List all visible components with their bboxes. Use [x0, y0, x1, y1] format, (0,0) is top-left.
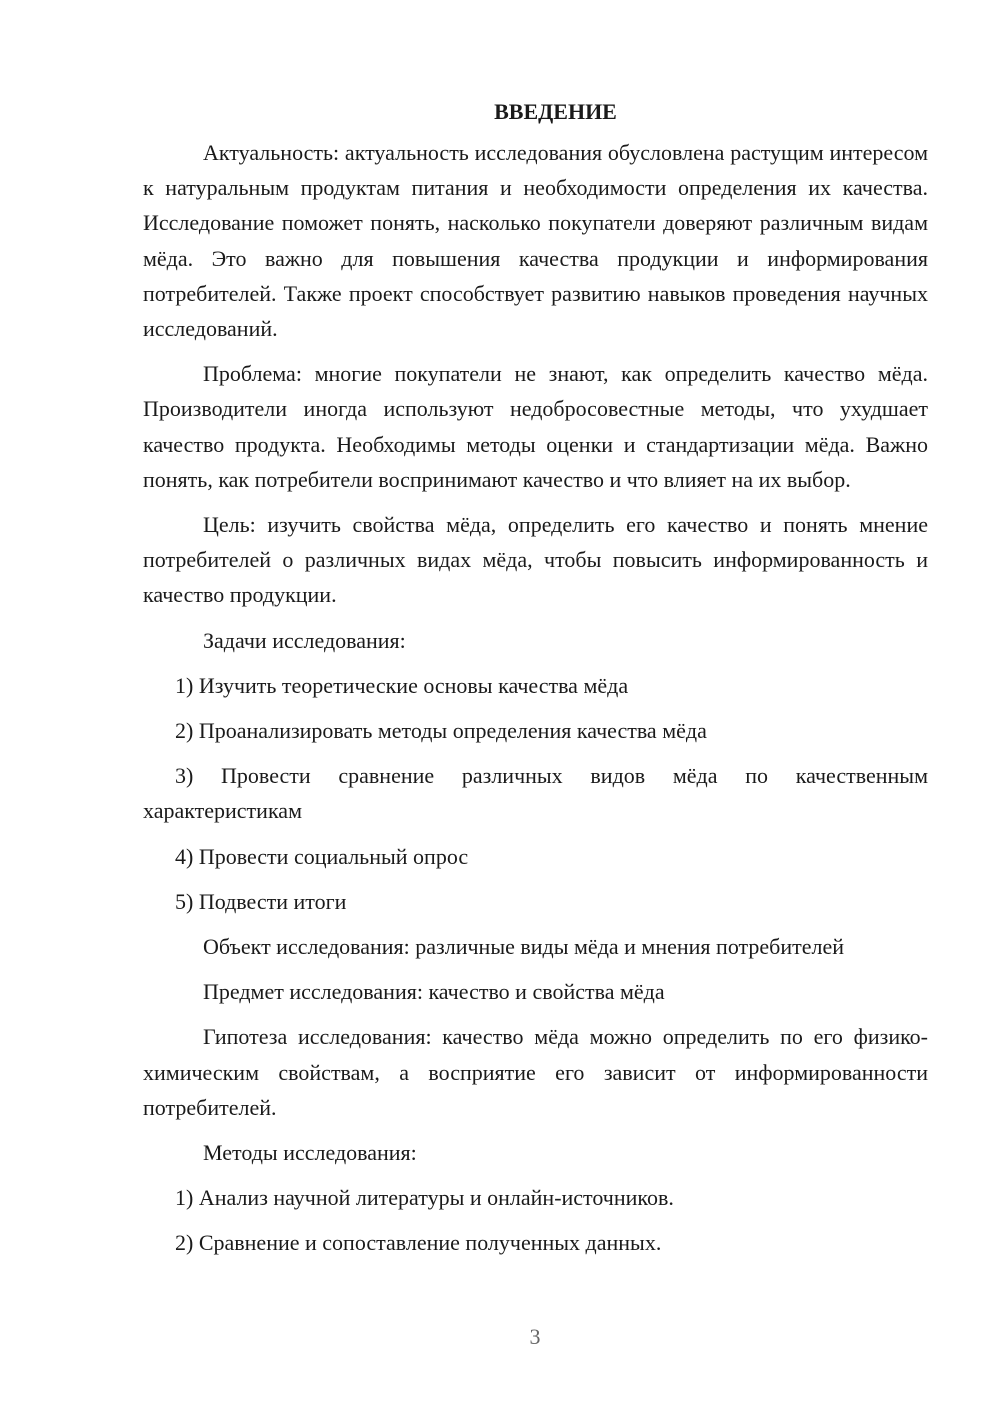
method-item: 1) Анализ научной литературы и онлайн-источников.: [175, 1185, 674, 1211]
goal-paragraph: Цель: изучить свойства мёда, определить его качество и понять мнение потребителей о различных видах мёда, чтобы повысить информированность и качество продукции.: [143, 512, 928, 608]
task-item: 1) Изучить теоретические основы качества мёда: [175, 672, 629, 698]
task-item: 2) Проанализировать методы определения качества мёда: [175, 718, 707, 744]
tasks-heading: Задачи исследования:: [203, 627, 406, 653]
hypothesis-paragraph: Гипотеза исследования: качество мёда можно определить по его физико-химическим свойствам, а восприятие его зависит от информированности потребителей.: [143, 1024, 928, 1120]
task-item: 4) Провести социальный опрос: [175, 843, 469, 869]
page-title: ВВЕДЕНИЕ: [494, 99, 617, 124]
methods-heading: Методы исследования:: [203, 1140, 417, 1166]
object-paragraph: Объект исследования: различные виды мёда и мнения потребителей: [203, 934, 845, 960]
method-item: 2) Сравнение и сопоставление полученных данных.: [175, 1230, 662, 1256]
subject-paragraph: Предмет исследования: качество и свойства мёда: [203, 979, 665, 1005]
problem-paragraph: Проблема: многие покупатели не знают, как определить качество мёда. Производители иногда используют недобросовестные методы, что ухудшает качество продукта. Необходимы методы оценки и стандартизации мёда. Важно понять, как потребители воспринимают качество и что влияет на их выбор.: [143, 361, 928, 492]
task-item: 3) Провести сравнение различных видов мёда по качественным характеристикам: [143, 763, 928, 824]
page-number: 3: [529, 1324, 541, 1349]
task-item: 5) Подвести итоги: [175, 888, 347, 914]
relevance-paragraph: Актуальность: актуальность исследования обусловлена растущим интересом к натуральным продуктам питания и необходимости определения их качества. Исследование поможет понять, насколько покупатели доверяют различным видам мёда. Это важно для повышения качества продукции и информирования потребителей. Также проект способствует развитию навыков проведения научных исследований.: [143, 140, 928, 342]
